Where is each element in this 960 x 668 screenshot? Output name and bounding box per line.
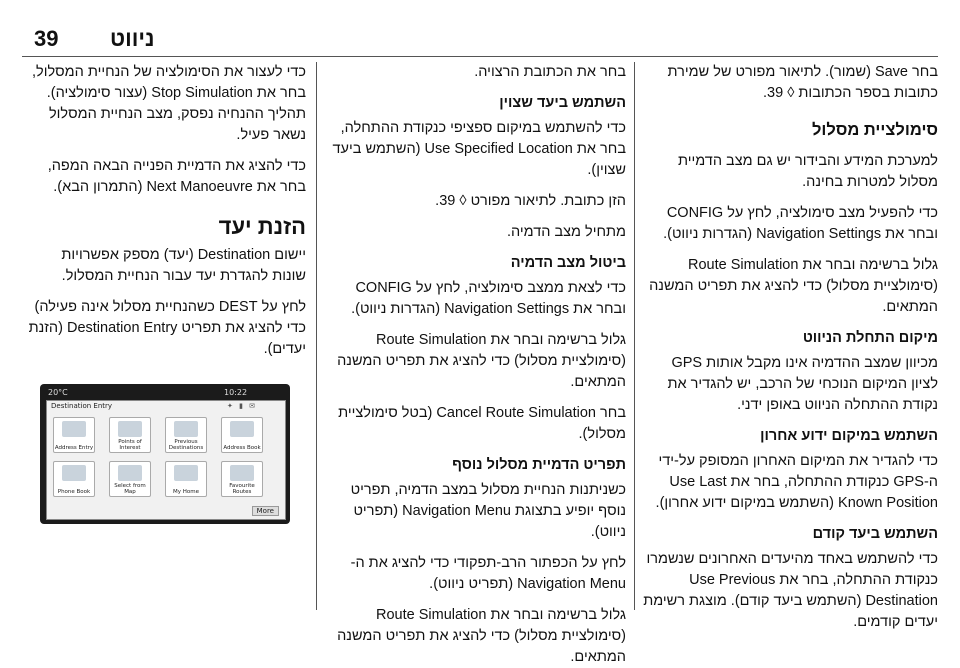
paragraph: כדי להפעיל מצב סימולציה, לחץ על CONFIG ובחר את Navigation Settings (הגדרות ניווט).	[663, 205, 938, 242]
temperature: 20°C	[48, 388, 68, 397]
status-icons: ✦ ▮ ✉	[227, 402, 258, 410]
paragraph: כדי לעצור את הסימולציה של הנחיית המסלול, בחר את Stop Simulation (עצור סימולציה). תהליך ההנחיה נפסק, מצב הנחיית המסלול נשאר פעיל.	[32, 64, 306, 143]
paragraph: כדי להגדיר את המיקום האחרון המסופק על-ידי ה-GPS כנקודת ההתחלה, בחר את Use Last Known Position (השתמש במיקום ידוע אחרון).	[655, 453, 938, 511]
column-divider	[634, 62, 635, 610]
tile-select-from-map[interactable]: Select from Map	[109, 461, 151, 497]
page-number: 39	[34, 26, 59, 51]
paragraph: בחר את הכתובת הרצויה.	[474, 64, 626, 80]
paragraph: גלול ברשימה ובחר את Route Simulation (סימולציית מסלול) כדי להציג את תפריט המשנה המתאים.	[337, 607, 626, 665]
page-header	[0, 0, 960, 56]
paragraph: כדי להשתמש באחד מהיעדים האחרונים שנשמרו כנקודת ההתחלה, בחר את Use Previous Destination (השתמש ביעד קודם). מוצגת רשימת יעדים קודמים.	[643, 551, 938, 630]
tile-icon	[62, 465, 86, 481]
device-screen	[46, 400, 286, 520]
tile-points-of-interest[interactable]: Points of Interest	[109, 417, 151, 453]
paragraph: למערכת המידע והבידור יש גם מצב הדמיית מסלול למטרות בחינה.	[678, 153, 938, 190]
status-bar	[46, 388, 284, 398]
paragraph: גלול ברשימה ובחר את Route Simulation (סימולציית מסלול) כדי להציג את תפריט המשנה המתאים.	[337, 332, 626, 390]
tile-icon	[230, 421, 254, 437]
tile-icon	[174, 421, 198, 437]
subsection-heading: תפריט הדמיית מסלול נוסף	[452, 457, 626, 473]
tile-previous-destinations[interactable]: Previous Destinations	[165, 417, 207, 453]
tile-phone-book[interactable]: Phone Book	[53, 461, 95, 497]
column-divider	[316, 62, 317, 610]
section-heading: סימולציית מסלול	[811, 121, 938, 139]
tile-icon	[118, 421, 142, 437]
paragraph: כדי להשתמש במיקום ספציפי כנקודת ההתחלה, בחר את Use Specified Location (השתמש ביעד שצוין).	[332, 120, 626, 178]
paragraph: כדי להציג את הדמיית הפנייה הבאה המפה, בחר את Next Manoeuvre (התמרון הבא).	[47, 158, 306, 195]
tile-my-home[interactable]: My Home	[165, 461, 207, 497]
column-middle	[332, 62, 626, 665]
subsection-heading: מיקום התחלת הניווט	[802, 330, 938, 346]
header-rule	[22, 56, 938, 57]
subsection-heading: ביטול מצב הדמיה	[510, 255, 626, 271]
paragraph: גלול ברשימה ובחר את Route Simulation (סימולציית מסלול) כדי להציג את תפריט המשנה המתאים.	[649, 257, 938, 315]
column-right	[642, 62, 938, 630]
clock: 10:22	[224, 388, 248, 397]
tile-icon	[62, 421, 86, 437]
tile-icon	[174, 465, 198, 481]
more-button[interactable]: More	[252, 506, 279, 516]
column-left	[24, 62, 306, 622]
running-title: ניווט	[110, 26, 155, 51]
tile-icon	[118, 465, 142, 481]
paragraph: לחץ על DEST כשהנחיית מסלול אינה פעילה) כדי להציג את תפריט Destination Entry (הזנת יעדים).	[28, 299, 306, 357]
subsection-heading: השתמש במיקום ידוע אחרון	[760, 428, 938, 444]
tile-icon	[230, 465, 254, 481]
subsection-heading: השתמש ביעד שצוין	[499, 95, 626, 111]
paragraph: מתחיל מצב הדמיה.	[506, 224, 626, 240]
paragraph: כשניתנות הנחיית מסלול במצב הדמיה, תפריט נוסף יופיע בתצוגת Navigation Menu (תפריט ניווט).	[350, 482, 626, 540]
tile-favourite-routes[interactable]: Favourite Routes	[221, 461, 263, 497]
paragraph: יישום Destination (יעד) מספק אפשרויות שונות להגדרת יעד עבור הנחיית המסלול.	[61, 247, 306, 284]
paragraph: הזן כתובת. לתיאור מפורט ◊ 39.	[435, 193, 626, 209]
subsection-heading: השתמש ביעד קודם	[812, 526, 938, 542]
paragraph: מכיוון שמצב ההדמיה אינו מקבל אותות GPS לציון המיקום הנוכחי של הרכב, יש להגדיר את נקודת ההתחלה הניווט באופן ידני.	[667, 355, 938, 413]
tile-address-book[interactable]: Address Book	[221, 417, 263, 453]
head-unit-screenshot	[40, 384, 290, 524]
tile-address-entry[interactable]: Address Entry	[53, 417, 95, 453]
paragraph: בחר Save (שמור). לתיאור מפורט של שמירת כתובות בספר הכתובות ◊ 39.	[667, 64, 938, 101]
screen-title: Destination Entry	[51, 402, 113, 410]
paragraph: בחר Cancel Route Simulation (בטל סימולציית מסלול).	[338, 405, 626, 442]
section-heading: הזנת יעד	[218, 214, 306, 239]
paragraph: כדי לצאת ממצב סימולציה, לחץ על CONFIG ובחר את Navigation Settings (הגדרות ניווט).	[351, 280, 626, 317]
paragraph: לחץ על הכפתור הרב-תפקודי כדי להציג את ה-Navigation Menu (תפריט ניווט).	[350, 555, 626, 592]
